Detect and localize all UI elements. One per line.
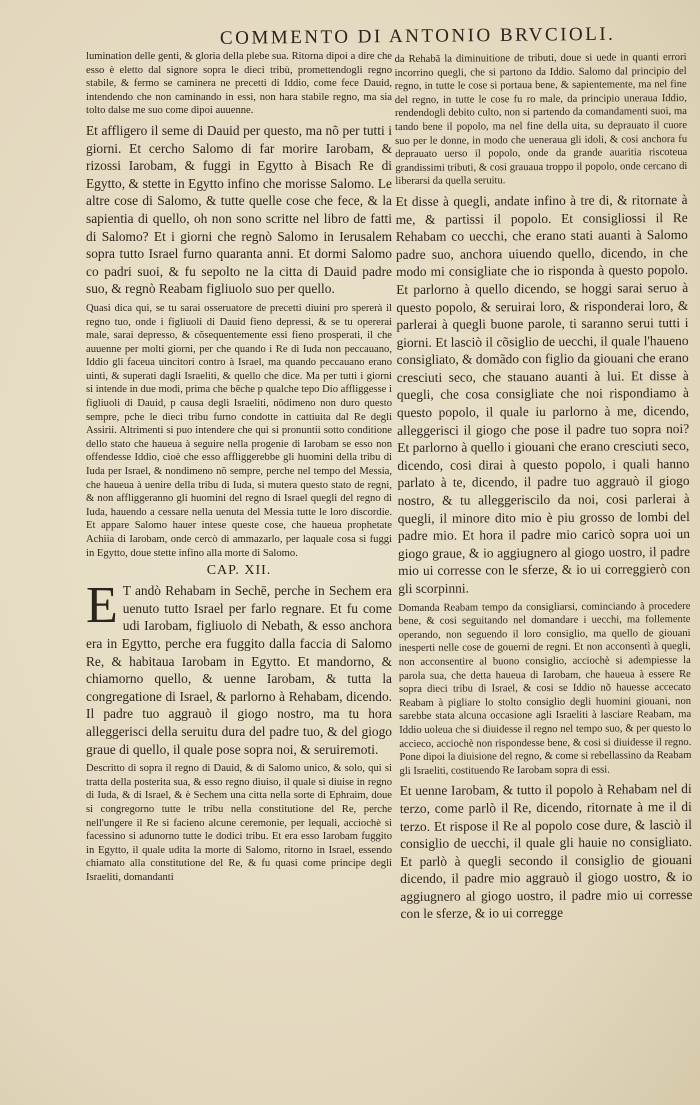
drop-capital: E xyxy=(86,577,118,635)
left-column xyxy=(86,50,392,1050)
scripture-text: T andò Rehabam in Sechē, perche in Sechem era uenuto tutto Israel per farlo regnare. Et fu come udi Iarobam, figliuolo di Nebath, & esso anchora era in Egytto, perche era fuggito dalla faccia di Salomo Re, & habitaua Iarobam in Egytto. Et mandorno, & chiamorno quello, & uenne Iarobam, & tutta la congregatione di Israel, & parlorno à Rehabam, dicendo. Il padre tuo aggrauò il giogo nostro, ma tu hora alleggerisci della seruitu dura del padre tuo, & del giogo graue di quello, il quale pose sopra noi, & seruiremoti. xyxy=(86,583,392,757)
scripture-paragraph xyxy=(86,577,392,758)
commentary-paragraph: Descritto di sopra il regno di Dauid, & di Salomo unico, & solo, qui si tratta della posterita sua, & esso regno diuiso, il quale si diuise in regno di Iuda, & di Israel, & è Sechem una citta nella sorte di Ephraim, doue si congregorno tutte le tribu nella constitutione del Re, perche nell'ungere il Re si facieno alcune ceremonie, per lequali, acciochè si facessino si adunorno tutte le dodici tribu. Et era esso Iarobam fuggito in Egytto, il quale udita la morte di Salomo, ritorno in Israel, essendo chiamato alla constitutione del Re, & fu quasi come principe degli Israeliti, domandanti xyxy=(86,763,392,883)
right-column xyxy=(395,51,694,1053)
scripture-paragraph: Et affligero il seme di Dauid per questo, ma nõ per tutti i giorni. Et cercho Salomo di far morire Iarobam, & rizossi Iarobam, & fuggi in Egytto à Bisach Re di Egytto, & stette in Egytto infino che morisse Salomo. Le altre cose di Salomo, & tutte quelle cose che fece, & la sapientia di quello, oh non sono scritte nel libro de fatti di Salomo? Et i giorni che regnò Salomo in Ierusalem sopra tutto Israel furno quaranta anni. Et dormi Salomo co padri suoi, & fu sepolto ne la citta di Dauid padre suo, & regnò Reabam figliuolo suo per quello. xyxy=(86,122,392,297)
scripture-paragraph: Et uenne Iarobam, & tutto il popolo à Rehabam nel di terzo, come parlò il Re, dicendo, ritornate à me il di terzo. Et rispose il Re al popolo cose dure, & lasciò il consiglio de uecchi, il quale gli hauie no consigliato. Et parlò à quegli secondo il consiglio de giouani dicendo, il padre mio aggrauò il giogo uostro, & io aggiugnero al giogo uostro, il padre mio ui corresse con le sferze, & io ui corregge xyxy=(399,781,693,922)
chapter-heading: CAP. XII. xyxy=(206,563,272,579)
running-header: COMMENTO DI ANTONIO BRVCIOLI. xyxy=(219,23,616,49)
commentary-paragraph: da Rehabā la diminuitione de tributi, doue si uede in quanti errori incorrino quegli, che si partono da Iddio. Salomo dal principio del regno, in tutte le cose si portaua bene, & sapientemente, ma nel fine del regno, in tutte le cose fu ro male, da principio uneraua Iddio, rendendogli debito culto, non si partendo da comandamenti suoi, ma tando bene il popolo, ma nel fine della uita, su deprauato il cuore suo per le donne, in modo che ueneraua gli idoli, & cosi anchora fu deprauato uerso il popolo, onde da grande auaritia riscoteua grandissimi tributi, & cosi grauaua troppo il popolo, onde cercano di liberarsi da quella seruitu. xyxy=(394,51,688,188)
commentary-paragraph: Domanda Reabam tempo da consigliarsi, cominciando à procedere bene, & cosi seguitando nel domandare i uecchi, ma follemente operando, non seguendo il loro consiglio, ma quello de giouani inesperti nelle cose de gouerni de regni. Et non acconsentì à quegli, non acconsentire al buono consiglio, acciochè si adempiesse la parola sua, che detta haueua di Iarobam, che haueua à essere Re sopra dieci tribu di Israel, & cosi se Iddio nõ hauesse accecato Reabam à pigliare lo stolto consiglio degli huomini giouani, non sarebbe stata alcuna occasione agli Israeliti à lasciare Reabam, ma Iddio uoleua che si diuidesse il regno nel tempo suo, & per questo lo accieco, acciochè non rispondesse bene, & cosi si diuidesse il regno. Pone dipoi la diuisione del regno, & come si rebellassino da Reabam gli Israeliti, costituendo Re Iarobam sopra di essi. xyxy=(398,600,692,777)
scripture-paragraph: Et disse à quegli, andate infino à tre di, & ritornate à me, & partissi il popolo. Et consigliossi il Re Rehabam co uecchi, che erano stati auanti à Salomo padre suo, anchora uiuendo quello, dicendo, in che modo mi consigliate che io risponda à questo popolo. Et parlorno à quello dicendo, se hoggi sarai seruo à questo popolo, & seruirai loro, & risponderai loro, & parlerai à quegli buone parole, ti saranno serui tutti i giorni. Et lasciò il cõsiglio de uecchi, il quale l'haueno consigliato, & domãdo con figlio da giouani che erano cresciuti seco, che stauano auanti à lui. Et disse à quegli, che cosa consigliate che noi rispondiamo à questo popolo, il quale iu parlorno à me, dicendo, alleggerisci il giogo che pose il padre tuo sopra noi? Et parlorno à quello i giouani che erano cresciuti seco, dicendo, cosi dirai à questo popolo, i quali hanno parlato à te, dicendo, il padre tuo aggrauò il giogo nostro, & tu alleggeriscilo da noi, cosi parlerai à quegli, il minore dito mio è piu grosso de lombi del padre mio. Et hora il padre mio caricò sopra uoi un giogo graue, & io aggiugnero al giogo uostro, il padre mio ui corresse con le sferze, & io ui correggierò con gli scorpinni. xyxy=(395,191,691,597)
commentary-paragraph: Quasi dica qui, se tu sarai osseruatore de precetti diuini pro spererà il regno tuo, onde i figliuoli di Dauid fieno depressi, & se tu opererai male, sarai depresso, & cõsequentemente essi fieno prosperati, il che auuenne per molti giorni, per che quando i Re di Iuda non peccauano, Iddio gli faceua uincitori contro à Israel, ma quando peccauano erano uinti, & superati dagli Israeliti, & quello che dice. Ma per tutti i giorni si intende in due modi, prima che bēche p qualche tepo Dio affliggesse i figliuoli di Dauid, p causa degli Israeliti, nõdimeno non duro questo sempre, pche le dieci tribu furno condotte in cattiuita dal Re degli Assirii. Altrimenti si puo intendere che qui si pronuntii sotto conditione dello stato che haueua à seguire nella progenie di Iarobam se esso non offendesse Iddio, cioè che esso affliggerebbe gli huomini della tribu di Iuda per Israel, & nondimeno nõ sempre, perche nel tempo del Messia, che haueua à uenire della tribu di Iuda, si mutera questo stato de regni, & non affliggeranno gli huomini del regno di Israel quegli del regno di Iuda, hauendo a cessare nella uenuta del Messia tutte le loro discordie. Et appare Salomo hauer intese queste cose, che haueua prophetate Achiia di Iarobam, onde cercò di ammazarlo, per laquale cosa si fuggi in Egytto, doue stette infino alla morte di Salomo. xyxy=(86,302,392,559)
commentary-paragraph: lumination delle genti, & gloria della plebe sua. Ritorna dipoi a dire che esso è eletto dal signore sopra le dieci tribù, promettendogli regno stabile, & fermo se caminera ne precetti di Iddio, come fece Dauid, intendendo che non caminando in essi, non hara stabile regno, ma sia tolto dalse me suo come dipoi auuenne. xyxy=(86,51,392,117)
